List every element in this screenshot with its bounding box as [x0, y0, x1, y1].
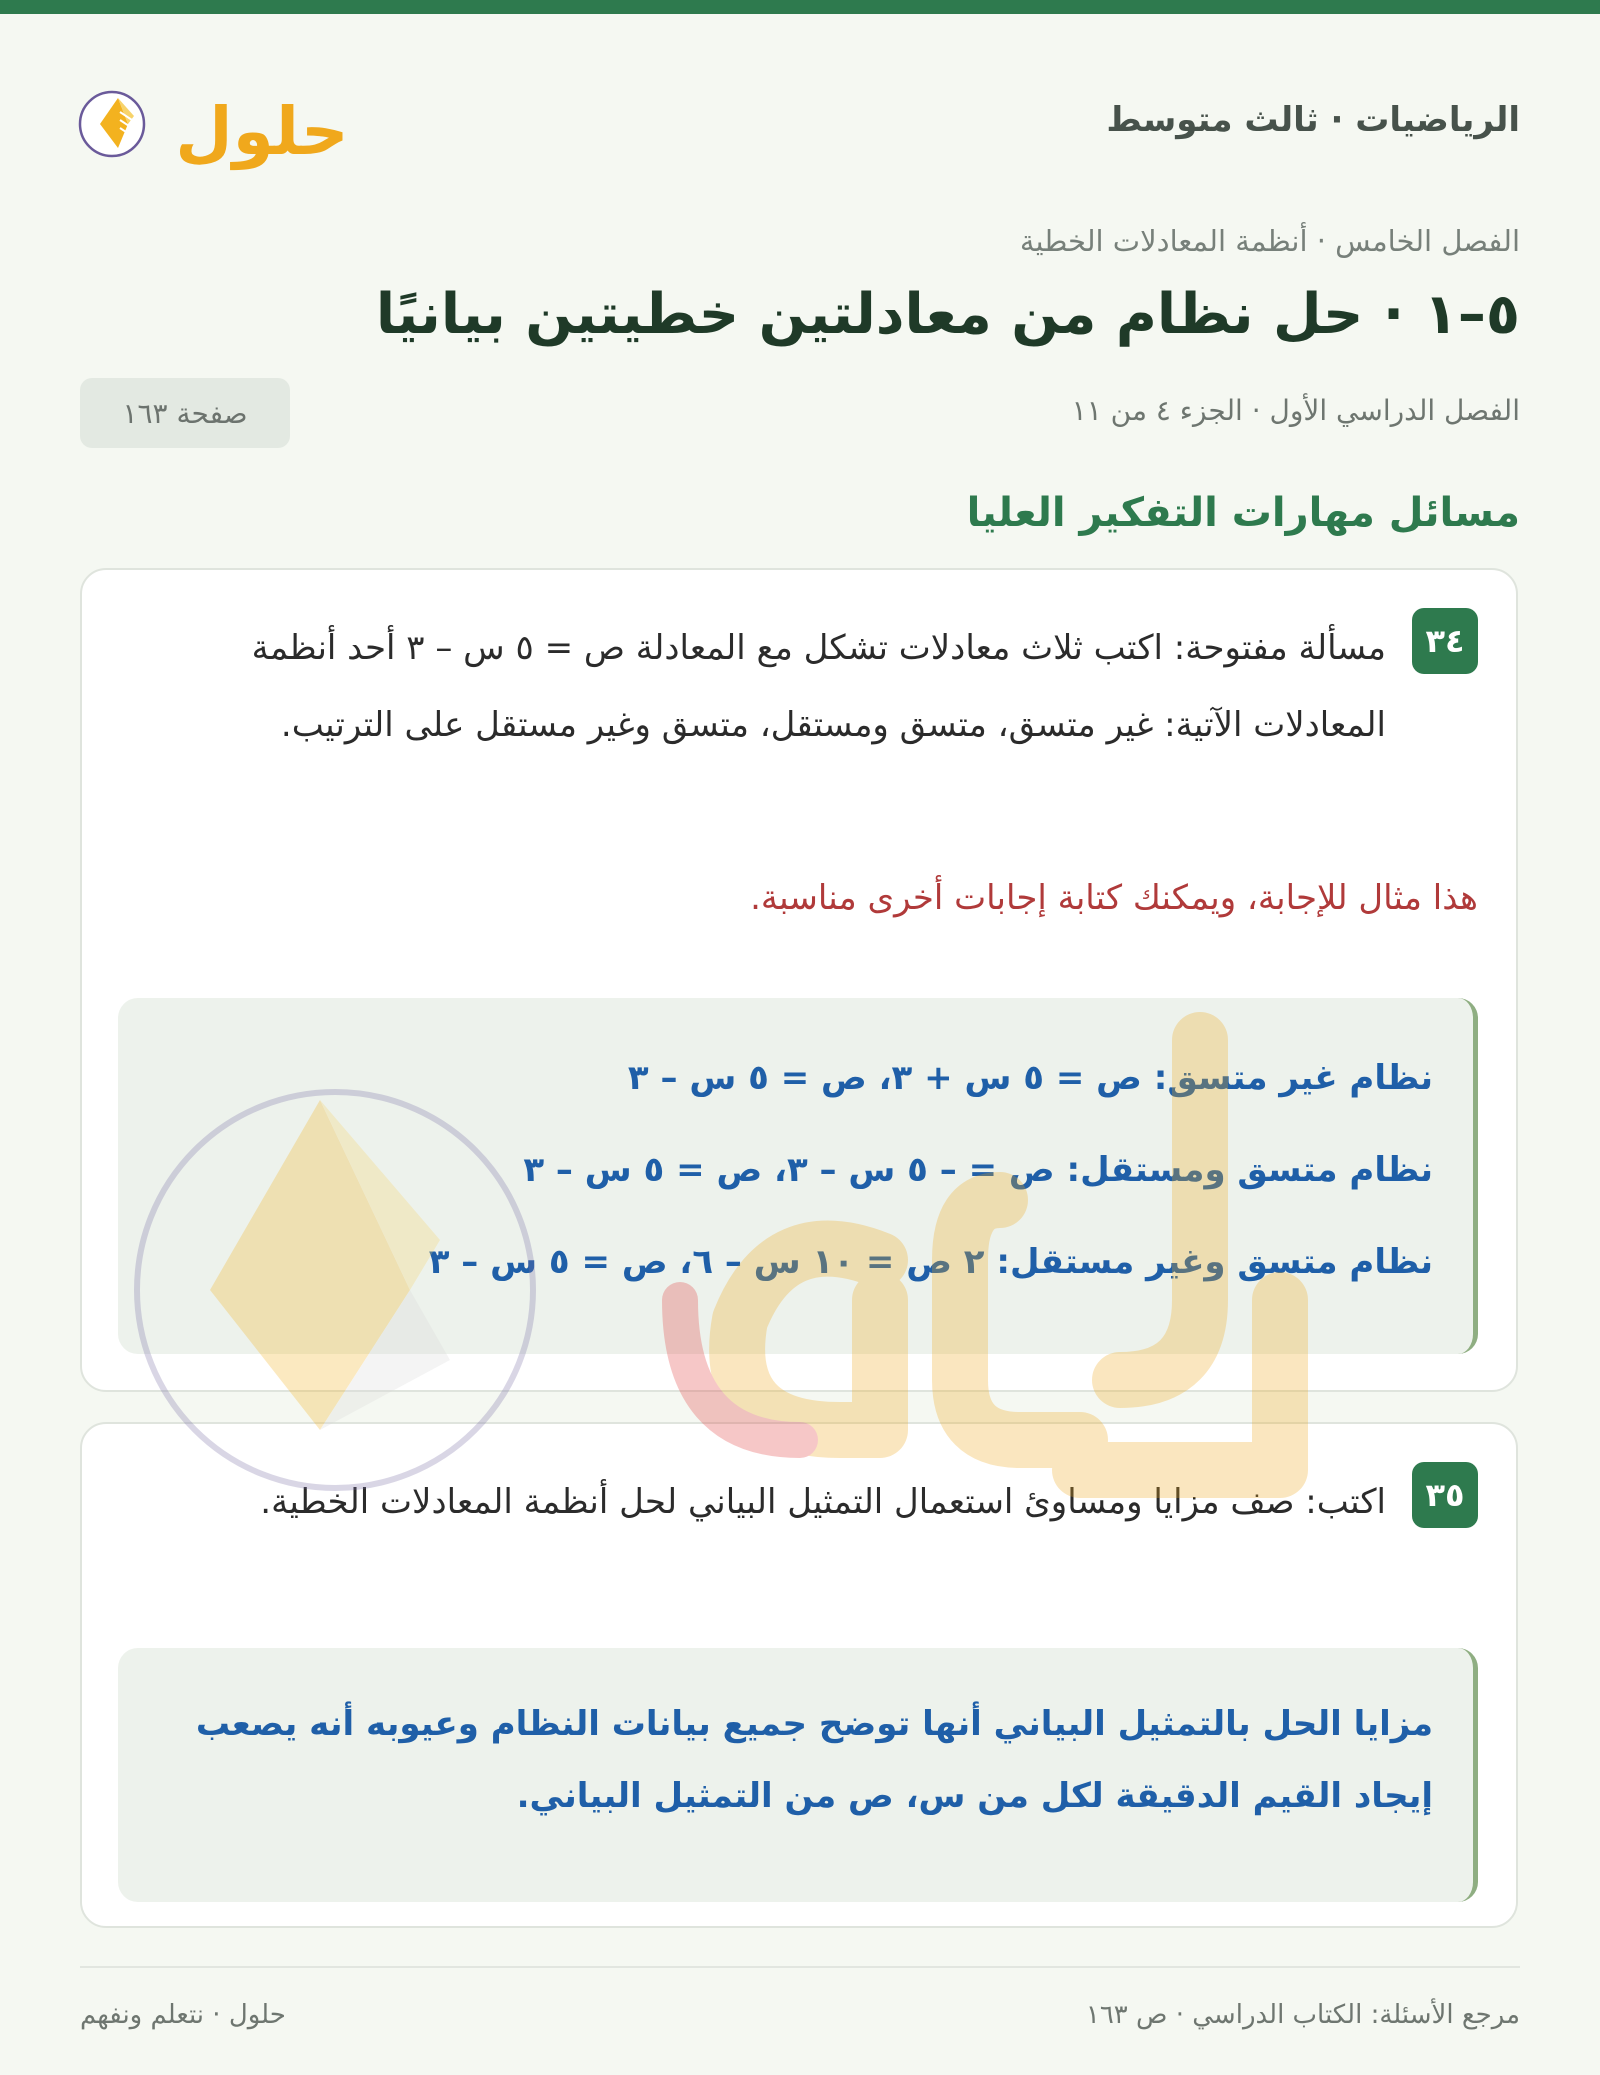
footer-divider — [80, 1966, 1520, 1968]
question-number-badge: ٣٤ — [1412, 608, 1478, 674]
top-accent-bar — [0, 0, 1600, 14]
answer-line-consistent-dependent: نظام متسق وغير مستقل: ٢ ص = ١٠ س – ٦، ص = ٥ س – ٣ — [428, 1242, 1433, 1282]
footer-reference: مرجع الأسئلة: الكتاب الدراسي · ص ١٦٣ — [1085, 2000, 1520, 2030]
question-text: اكتب: صف مزايا ومساوئ استعمال التمثيل البياني لحل أنظمة المعادلات الخطية. — [260, 1482, 1386, 1522]
page-number-badge: صفحة ١٦٣ — [80, 378, 290, 448]
answer-note: هذا مثال للإجابة، ويمكنك كتابة إجابات أخرى مناسبة. — [750, 878, 1478, 918]
question-card-35 — [80, 1422, 1518, 1928]
subject-grade-label: الرياضيات · ثالث متوسط — [1106, 100, 1520, 140]
answer-box — [118, 1648, 1478, 1902]
section-title: مسائل مهارات التفكير العليا — [966, 490, 1520, 536]
chapter-label: الفصل الخامس · أنظمة المعادلات الخطية — [1019, 224, 1520, 258]
semester-part-label: الفصل الدراسي الأول · الجزء ٤ من ١١ — [1071, 394, 1520, 427]
question-number-badge: ٣٥ — [1412, 1462, 1478, 1528]
answer-line-consistent-independent: نظام متسق ومستقل: ص = – ٥ س – ٣، ص = ٥ س – ٣ — [523, 1150, 1433, 1190]
hulul-logo[interactable] — [78, 62, 368, 182]
svg-text:حلول: حلول — [175, 93, 349, 170]
lesson-title: ٥–١ · حل نظام من معادلتين خطيتين بيانيًا — [375, 282, 1520, 347]
question-card-34 — [80, 568, 1518, 1392]
answer-line-inconsistent: نظام غير متسق: ص = ٥ س + ٣، ص = ٥ س – ٣ — [627, 1058, 1433, 1098]
question-text: مسألة مفتوحة: اكتب ثلاث معادلات تشكل مع المعادلة ص = ٥ س – ٣ أحد أنظمة المعادلات الآتية: غير متسق، متسق ومستقل، متسق وغير مستقل على الترتيب. — [251, 628, 1386, 745]
hulul-logo-icon — [78, 62, 368, 182]
answer-text: مزايا الحل بالتمثيل البياني أنها توضح جميع بيانات النظام وعيوبه أنه يصعب إيجاد القيم الدقيقة لكل من س، ص من التمثيل البياني. — [195, 1704, 1433, 1816]
footer-brand: حلول · نتعلم ونفهم — [80, 2000, 286, 2030]
answer-box — [118, 998, 1478, 1354]
